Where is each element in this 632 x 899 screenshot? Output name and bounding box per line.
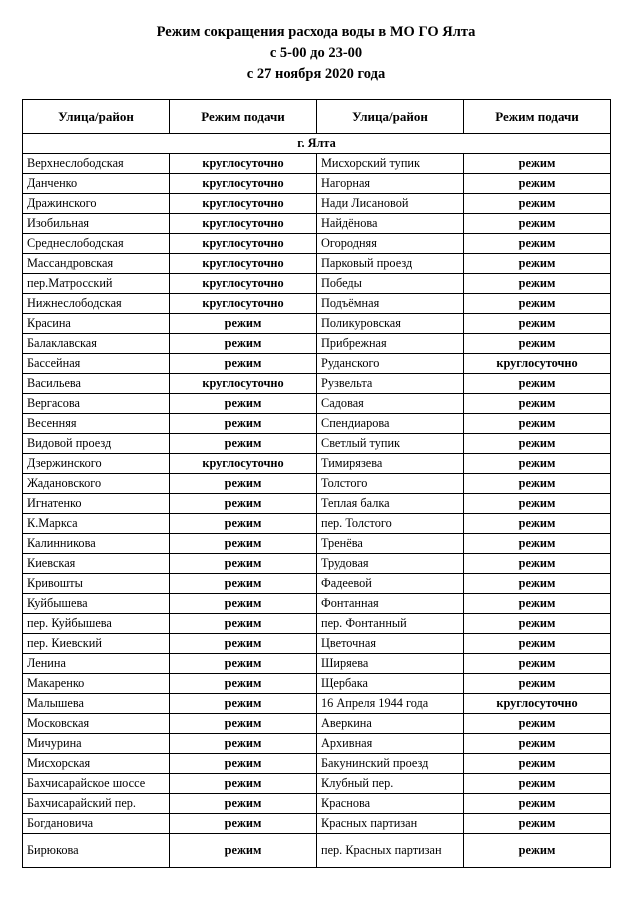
street-cell-left: Ленина <box>23 654 170 674</box>
column-header-mode-left: Режим подачи <box>170 100 317 134</box>
table-row <box>23 634 611 654</box>
street-cell-right: Прибрежная <box>317 334 464 354</box>
column-header-street-left: Улица/район <box>23 100 170 134</box>
street-cell-left: пер.Матросский <box>23 274 170 294</box>
street-cell-left: Данченко <box>23 174 170 194</box>
street-cell-right: Аверкина <box>317 714 464 734</box>
street-cell-right: Красных партизан <box>317 814 464 834</box>
mode-cell-right: режим <box>464 174 611 194</box>
table-row <box>23 754 611 774</box>
street-cell-left: пер. Киевский <box>23 634 170 654</box>
table-row <box>23 274 611 294</box>
street-cell-right: Парковый проезд <box>317 254 464 274</box>
column-header-street-right: Улица/район <box>317 100 464 134</box>
mode-cell-right: режим <box>464 554 611 574</box>
mode-cell-left: режим <box>170 674 317 694</box>
mode-cell-left: круглосуточно <box>170 254 317 274</box>
table-row <box>23 334 611 354</box>
street-cell-right: Теплая балка <box>317 494 464 514</box>
street-cell-left: Бассейная <box>23 354 170 374</box>
mode-cell-right: режим <box>464 654 611 674</box>
table-row <box>23 194 611 214</box>
street-cell-right: пер. Фонтанный <box>317 614 464 634</box>
mode-cell-left: режим <box>170 314 317 334</box>
street-cell-left: Васильева <box>23 374 170 394</box>
mode-cell-left: круглосуточно <box>170 274 317 294</box>
street-cell-right: Толстого <box>317 474 464 494</box>
street-cell-right: Трудовая <box>317 554 464 574</box>
table-row <box>23 314 611 334</box>
street-cell-left: Калинникова <box>23 534 170 554</box>
table-body <box>23 134 611 868</box>
street-cell-right: Руданского <box>317 354 464 374</box>
street-cell-left: Дзержинского <box>23 454 170 474</box>
street-cell-left: Куйбышева <box>23 594 170 614</box>
street-cell-left: Весенняя <box>23 414 170 434</box>
title-line-3: с 27 ноября 2020 года <box>246 66 386 83</box>
mode-cell-right: режим <box>464 274 611 294</box>
street-cell-right: Подъёмная <box>317 294 464 314</box>
street-cell-right: пер. Толстого <box>317 514 464 534</box>
street-cell-left: Жадановского <box>23 474 170 494</box>
table-row <box>23 574 611 594</box>
table-row <box>23 414 611 434</box>
street-cell-right: Щербака <box>317 674 464 694</box>
table-row <box>23 514 611 534</box>
street-cell-right: Садовая <box>317 394 464 414</box>
mode-cell-right: режим <box>464 534 611 554</box>
table-row <box>23 694 611 714</box>
mode-cell-left: круглосуточно <box>170 194 317 214</box>
street-cell-left: Бахчисарайский пер. <box>23 794 170 814</box>
mode-cell-left: режим <box>170 594 317 614</box>
column-header-mode-right: Режим подачи <box>464 100 611 134</box>
street-cell-left: Кривошты <box>23 574 170 594</box>
table-row <box>23 214 611 234</box>
street-cell-left: Киевская <box>23 554 170 574</box>
mode-cell-right: режим <box>464 794 611 814</box>
street-cell-right: Нади Лисановой <box>317 194 464 214</box>
mode-cell-right: режим <box>464 214 611 234</box>
street-cell-left: Дражинского <box>23 194 170 214</box>
table-row <box>23 154 611 174</box>
mode-cell-left: режим <box>170 474 317 494</box>
street-cell-left: Красина <box>23 314 170 334</box>
mode-cell-right: режим <box>464 434 611 454</box>
street-cell-left: Изобильная <box>23 214 170 234</box>
street-cell-right: Фадеевой <box>317 574 464 594</box>
street-cell-right: Спендиарова <box>317 414 464 434</box>
mode-cell-right: режим <box>464 714 611 734</box>
table-row <box>23 474 611 494</box>
street-cell-right: Ширяева <box>317 654 464 674</box>
mode-cell-left: режим <box>170 514 317 534</box>
table-header-row <box>23 100 611 134</box>
street-cell-left: Видовой проезд <box>23 434 170 454</box>
mode-cell-right: режим <box>464 734 611 754</box>
mode-cell-left: режим <box>170 654 317 674</box>
mode-cell-left: режим <box>170 354 317 374</box>
mode-cell-right: режим <box>464 514 611 534</box>
mode-cell-left: круглосуточно <box>170 294 317 314</box>
street-cell-right: Рузвельта <box>317 374 464 394</box>
mode-cell-left: круглосуточно <box>170 214 317 234</box>
street-cell-left: Мичурина <box>23 734 170 754</box>
mode-cell-right: режим <box>464 594 611 614</box>
street-cell-left: Московская <box>23 714 170 734</box>
street-cell-right: пер. Красных партизан <box>317 834 464 868</box>
mode-cell-right: режим <box>464 494 611 514</box>
mode-cell-right: режим <box>464 394 611 414</box>
mode-cell-left: режим <box>170 574 317 594</box>
mode-cell-left: режим <box>170 434 317 454</box>
mode-cell-right: режим <box>464 334 611 354</box>
mode-cell-right: режим <box>464 454 611 474</box>
mode-cell-right: режим <box>464 754 611 774</box>
mode-cell-left: режим <box>170 814 317 834</box>
table-row <box>23 774 611 794</box>
mode-cell-left: режим <box>170 774 317 794</box>
mode-cell-right: режим <box>464 314 611 334</box>
mode-cell-left: режим <box>170 754 317 774</box>
street-cell-left: пер. Куйбышева <box>23 614 170 634</box>
street-cell-left: Богдановича <box>23 814 170 834</box>
mode-cell-left: круглосуточно <box>170 234 317 254</box>
street-cell-left: Малышева <box>23 694 170 714</box>
street-cell-left: Макаренко <box>23 674 170 694</box>
mode-cell-left: режим <box>170 714 317 734</box>
street-cell-right: Фонтанная <box>317 594 464 614</box>
street-cell-right: Мисхорский тупик <box>317 154 464 174</box>
street-cell-left: Вергасова <box>23 394 170 414</box>
table-row <box>23 374 611 394</box>
mode-cell-right: режим <box>464 194 611 214</box>
table-row <box>23 454 611 474</box>
table-header <box>23 100 611 134</box>
mode-cell-right: режим <box>464 374 611 394</box>
street-cell-right: Архивная <box>317 734 464 754</box>
street-cell-right: Тимирязева <box>317 454 464 474</box>
street-cell-left: Бирюкова <box>23 834 170 868</box>
street-cell-left: Нижнеслободская <box>23 294 170 314</box>
mode-cell-right: режим <box>464 414 611 434</box>
mode-cell-left: круглосуточно <box>170 154 317 174</box>
table-row <box>23 234 611 254</box>
street-cell-right: Бакунинский проезд <box>317 754 464 774</box>
street-cell-left: Массандровская <box>23 254 170 274</box>
street-cell-left: Верхнеслободская <box>23 154 170 174</box>
table-row <box>23 594 611 614</box>
table-section-row <box>23 134 611 154</box>
mode-cell-right: режим <box>464 614 611 634</box>
mode-cell-left: режим <box>170 554 317 574</box>
table-row <box>23 654 611 674</box>
mode-cell-left: круглосуточно <box>170 454 317 474</box>
mode-cell-right: режим <box>464 814 611 834</box>
mode-cell-right: режим <box>464 574 611 594</box>
mode-cell-left: режим <box>170 794 317 814</box>
table-row <box>23 254 611 274</box>
street-cell-right: Светлый тупик <box>317 434 464 454</box>
street-cell-right: Краснова <box>317 794 464 814</box>
mode-cell-right: режим <box>464 834 611 868</box>
mode-cell-left: режим <box>170 494 317 514</box>
street-cell-right: Нагорная <box>317 174 464 194</box>
street-cell-right: Клубный пер. <box>317 774 464 794</box>
table-row <box>23 814 611 834</box>
mode-cell-left: круглосуточно <box>170 174 317 194</box>
title-line-1: Режим сокращения расхода воды в МО ГО Ялта <box>156 24 476 40</box>
mode-cell-right: режим <box>464 774 611 794</box>
mode-cell-right: режим <box>464 234 611 254</box>
table-row <box>23 494 611 514</box>
mode-cell-right: режим <box>464 294 611 314</box>
mode-cell-right: режим <box>464 254 611 274</box>
table-row <box>23 534 611 554</box>
table-row <box>23 714 611 734</box>
street-cell-right: Победы <box>317 274 464 294</box>
table-row <box>23 834 611 868</box>
section-title: г. Ялта <box>23 134 611 154</box>
street-cell-right: Найдёнова <box>317 214 464 234</box>
table-row <box>23 554 611 574</box>
street-cell-left: Балаклавская <box>23 334 170 354</box>
table-row <box>23 434 611 454</box>
mode-cell-right: режим <box>464 634 611 654</box>
table-row <box>23 394 611 414</box>
street-cell-right: Поликуровская <box>317 314 464 334</box>
mode-cell-left: режим <box>170 414 317 434</box>
table-row <box>23 294 611 314</box>
street-cell-left: Игнатенко <box>23 494 170 514</box>
mode-cell-left: режим <box>170 534 317 554</box>
mode-cell-right: режим <box>464 474 611 494</box>
street-cell-left: Мисхорская <box>23 754 170 774</box>
table-row <box>23 614 611 634</box>
mode-cell-right: круглосуточно <box>464 694 611 714</box>
mode-cell-left: круглосуточно <box>170 374 317 394</box>
mode-cell-left: режим <box>170 334 317 354</box>
street-cell-right: 16 Апреля 1944 года <box>317 694 464 714</box>
table-row <box>23 674 611 694</box>
mode-cell-left: режим <box>170 614 317 634</box>
street-cell-left: Бахчисарайское шоссе <box>23 774 170 794</box>
mode-cell-right: режим <box>464 154 611 174</box>
street-cell-right: Цветочная <box>317 634 464 654</box>
mode-cell-left: режим <box>170 734 317 754</box>
water-schedule-table <box>22 99 611 868</box>
mode-cell-right: режим <box>464 674 611 694</box>
table-row <box>23 794 611 814</box>
table-row <box>23 734 611 754</box>
table-row <box>23 174 611 194</box>
mode-cell-left: режим <box>170 634 317 654</box>
title-line-2: с 5-00 до 23-00 <box>269 45 363 62</box>
table-row <box>23 354 611 374</box>
street-cell-right: Тренёва <box>317 534 464 554</box>
street-cell-left: Среднеслободская <box>23 234 170 254</box>
mode-cell-left: режим <box>170 694 317 714</box>
page-title <box>22 22 610 85</box>
street-cell-right: Огородняя <box>317 234 464 254</box>
street-cell-left: К.Маркса <box>23 514 170 534</box>
mode-cell-left: режим <box>170 834 317 868</box>
mode-cell-left: режим <box>170 394 317 414</box>
mode-cell-right: круглосуточно <box>464 354 611 374</box>
